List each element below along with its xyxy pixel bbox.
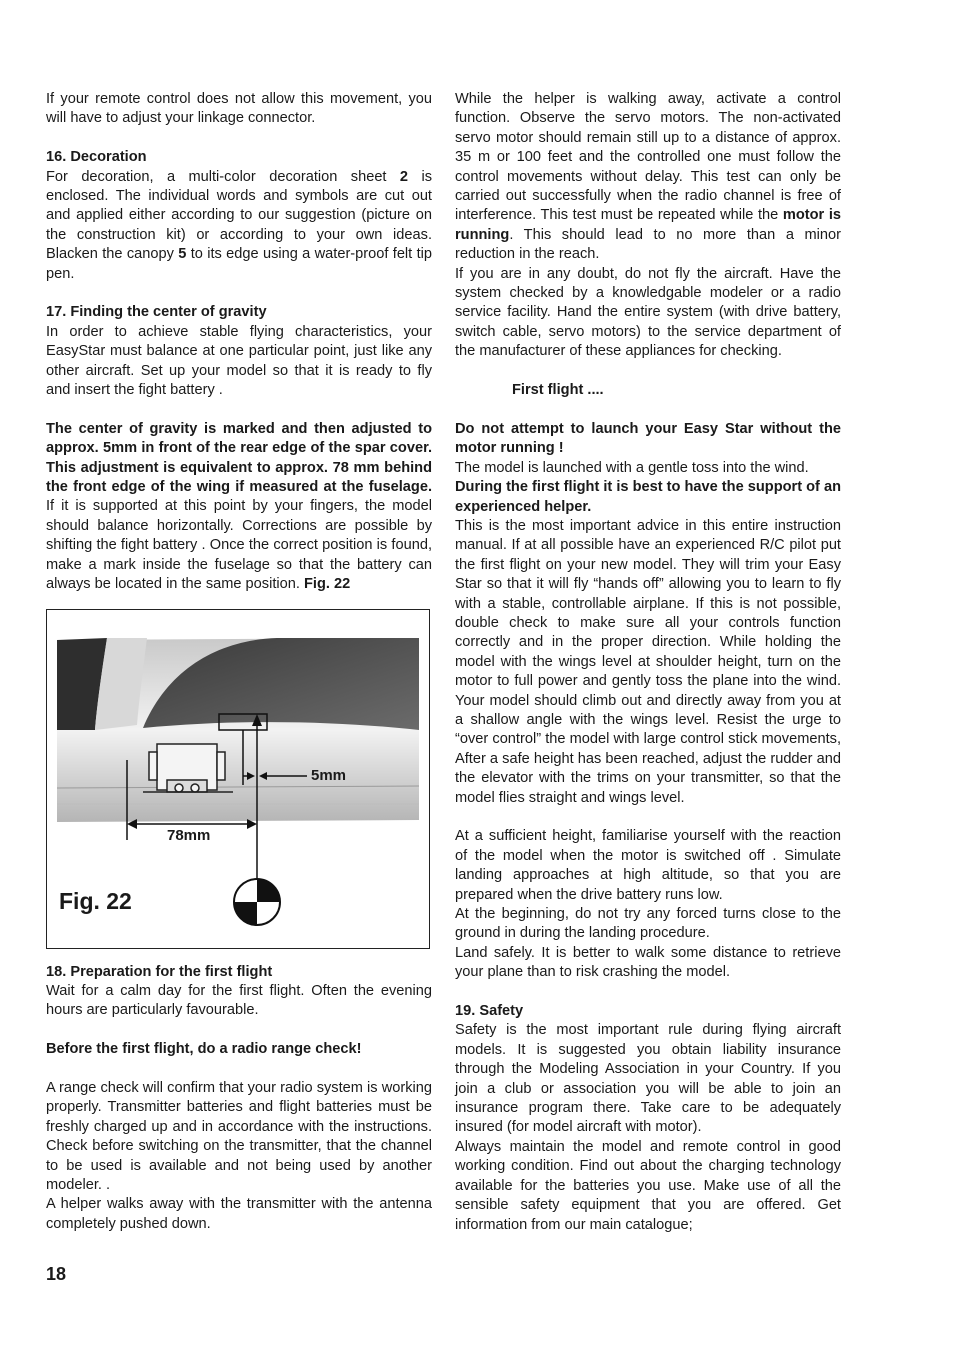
paragraph-range-check: A range check will confirm that your radio system is working properly. Transmitter batteries and flight batteries must be freshly charged up and in accordance with the instructions. Check before switching on the transmitter, that the channel to be used is available and not being used by another modeler. . (46, 1079, 432, 1193)
paragraph-land: Land safely. It is better to walk some distance to retrieve your plane than to risk crashing the model. (455, 944, 841, 981)
figure-22 (46, 609, 430, 949)
paragraph-height: At a sufficient height, familiarise yourself with the reaction of the model when the motor is switched off . Simulate landing approaches at high altitude, so that you are prepared when the drive battery runs low. (455, 828, 841, 903)
page-number: 18 (46, 1264, 67, 1284)
figure-label: Fig. 22 (59, 887, 132, 914)
dimension-78mm-label: 78mm (167, 826, 211, 844)
heading-safety: 19. Safety (455, 1003, 524, 1020)
no-launch-warning: Do not attempt to launch your Easy Star without the motor running ! (455, 420, 841, 457)
paragraph-preparation: Wait for a calm day for the first flight. Often the evening hours are particularly favourable. (46, 982, 432, 1019)
paragraph-maintain: Always maintain the model and remote control in good working condition. Find out about the charging technology available for the batteries you use. Make use of all the sensible safety equipment that you are offered. Get information from our main catalogue; (455, 1138, 841, 1233)
paragraph-turns: At the beginning, do not try any forced turns close to the ground in during the landing procedure. (455, 906, 841, 942)
cg-symbol (234, 879, 280, 925)
paragraph-advice: This is the most important advice in this entire instruction manual. If at all possible have an experienced R/C pilot put the first flight on your new model. They will trim your Easy Star so that it will fly “hands off” allowing you to learn to fly with a stable, controllable airplane. If this is not possible, double check to make sure all your controls function correctly and in the proper direction. While holding the model with the wings level at shoulder height, turn on the motor to full power and gently toss the plane into the wind. Your model should climb out and directly away from you at a shallow angle with the wings level. Resist the urge to “over control” the model with large control stick movements, After a safe height has been reached, adjust the rudder and the elevator with the trims on your transmitter, so that the model flies straight and wings level. (455, 517, 841, 806)
paragraph-cg-adjustment: The center of gravity is marked and then adjusted to approx. 5mm in front of the rear edge of the spar cover. This adjustment is equivalent to approx. 78 mm behind the front edge of the wing if measured at the fuselage. If it is supported at this point by your fingers, the model should balance horizontally. Corrections are possible by shifting the fight battery . Once the correct position is found, make a mark inside the fuselage so that the battery can always be located in the same position. Fig. 22 (46, 420, 432, 593)
paragraph-safety: Safety is the most important rule during flying aircraft models. It is suggested you obtain liability insurance through the Modeling Association in your Country. If you join a club or association you will be able to join an insurance program there. Take care to be adequately insured (for model aircraft with motor). (455, 1022, 841, 1136)
paragraph-doubt: If you are in any doubt, do not fly the aircraft. Have the system checked by a knowledgable modeler or a radio service facility. Hand the entire system (with drive battery, switch cable, servo motors) to the service department of the manufacturer of these appliances for checking. (455, 265, 841, 360)
paragraph-decoration: For decoration, a multi-color decoration sheet 2 is enclosed. The individual words and symbols are cut out and applied either according to our suggestion (picture on the construction kit) or according to your own ideas. Blacken the canopy 5 to its edge using a water-proof felt tip pen. (46, 168, 433, 282)
heading-preparation: 18. Preparation for the first flight (46, 963, 273, 980)
first-flight-heading: First flight .... (512, 382, 604, 399)
range-check-heading: Before the first flight, do a radio range check! (46, 1041, 362, 1058)
heading-center-of-gravity: 17. Finding the center of gravity (46, 304, 267, 321)
support-advice: During the first flight it is best to have the support of an experienced helper. (455, 479, 841, 515)
paragraph-helper: A helper walks away with the transmitter with the antenna completely pushed down. (46, 1196, 432, 1232)
paragraph-servo-test: While the helper is walking away, activate a control function. Observe the servo motors. The non-activated servo motor should remain still up to a distance of approx. 35 m or 100 feet and the controlled one must follow the control movements without delay. This test can only be carried out successfully when the radio channel is free of interference. This test must be repeated while the motor is running. This should lead to no more than a minor reduction in the reach. (455, 91, 841, 263)
paragraph-toss: The model is launched with a gentle toss into the wind. (455, 459, 809, 476)
left-column (46, 90, 432, 1234)
dimension-5mm-label: 5mm (311, 766, 347, 784)
paragraph-linkage: If your remote control does not allow this movement, you will have to adjust your linkage connector. (46, 91, 432, 127)
heading-decoration: 16. Decoration (46, 149, 147, 166)
paragraph-center-of-gravity: In order to achieve stable flying characteristics, your EasyStar must balance at one particular point, just like any other aircraft. Set up your model so that it is ready to fly and insert the fight battery . (46, 323, 432, 399)
right-column (455, 90, 841, 1235)
